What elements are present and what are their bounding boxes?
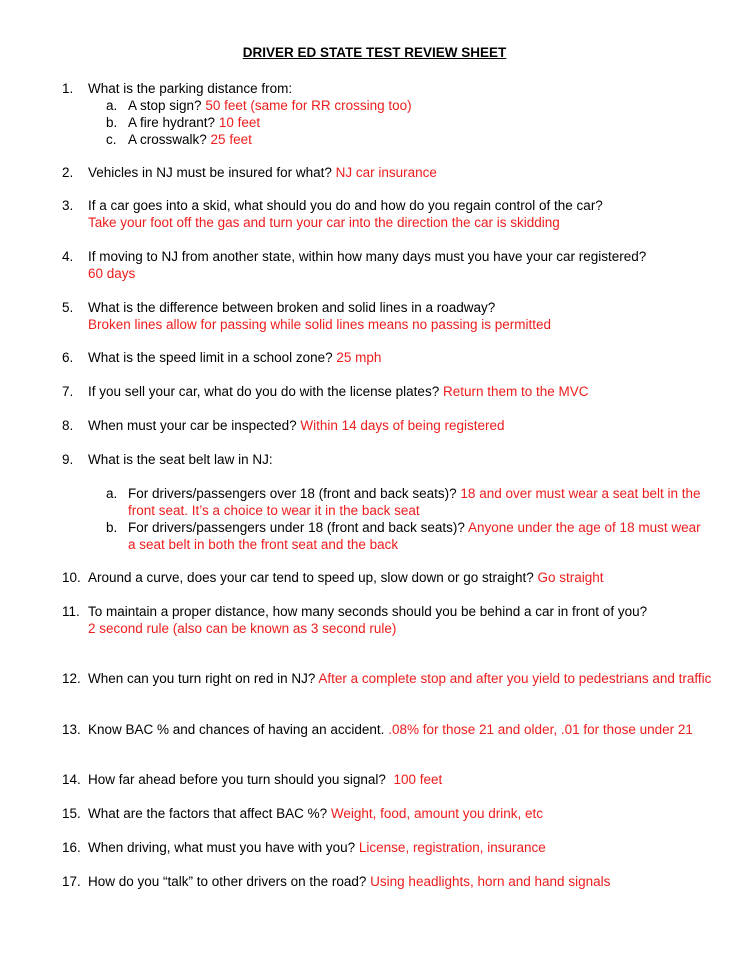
answer-text: Weight, food, amount you drink, etc <box>330 806 544 821</box>
question-text: What is the parking distance from: <box>88 81 293 96</box>
question-1 <box>62 80 712 97</box>
question-number: 1. <box>62 81 74 96</box>
question-text: Know BAC % and chances of having an accident. <box>88 722 385 737</box>
answer-text: 60 days <box>88 266 136 281</box>
question-number: 2. <box>62 165 74 180</box>
question-text: How far ahead before you turn should you signal? <box>88 772 386 787</box>
answer-text: .08% for those 21 and older, .01 for those under 21 <box>388 722 693 737</box>
answer-text: Take your foot off the gas and turn your car into the direction the car is skidding <box>88 215 560 230</box>
subquestion-text: For drivers/passengers over 18 (front and back seats)? <box>128 486 457 501</box>
question-17 <box>62 873 712 890</box>
question-7 <box>62 383 712 400</box>
answer-text: After a complete stop and after you yield to pedestrians and traffic <box>318 671 712 686</box>
answer-text: 18 and over must wear a seat belt in the front seat. It’s a choice to wear it in the back seat <box>128 486 701 518</box>
answer-text: Using headlights, horn and hand signals <box>370 874 611 889</box>
question-text: Vehicles in NJ must be insured for what? <box>88 165 332 180</box>
question-text: If you sell your car, what do you do with the license plates? <box>88 384 440 399</box>
answer-text: 25 mph <box>336 350 382 365</box>
subquestion-1a <box>106 97 706 114</box>
answer-text: 25 feet <box>210 132 252 147</box>
question-6 <box>62 349 712 366</box>
question-number: 12. <box>62 671 81 686</box>
question-number: 14. <box>62 772 81 787</box>
question-13 <box>62 721 712 738</box>
question-text: To maintain a proper distance, how many seconds should you be behind a car in front of you? <box>88 604 648 619</box>
question-text: When must your car be inspected? <box>88 418 297 433</box>
subquestion-letter: b. <box>106 520 118 535</box>
question-10 <box>62 569 712 586</box>
subquestion-text: A crosswalk? <box>128 132 207 147</box>
answer-text: Go straight <box>537 570 604 585</box>
question-14 <box>62 771 712 788</box>
question-number: 5. <box>62 300 74 315</box>
question-text: If moving to NJ from another state, within how many days must you have your car registered? <box>88 249 647 264</box>
answer-text: NJ car insurance <box>335 165 437 180</box>
subquestion-1b <box>106 114 706 131</box>
subquestion-9b <box>106 519 706 553</box>
answer-text: 10 feet <box>218 115 261 130</box>
question-number: 7. <box>62 384 74 399</box>
question-text: Around a curve, does your car tend to speed up, slow down or go straight? <box>88 570 534 585</box>
subquestion-9a <box>106 485 706 519</box>
answer-text: Broken lines allow for passing while solid lines means no passing is permitted <box>88 317 551 332</box>
answer-text: 100 feet <box>393 772 443 787</box>
question-number: 9. <box>62 452 74 467</box>
subquestion-letter: b. <box>106 115 118 130</box>
question-number: 6. <box>62 350 74 365</box>
question-4 <box>62 248 712 282</box>
question-text: What is the seat belt law in NJ: <box>88 452 273 467</box>
question-5 <box>62 299 712 333</box>
subquestion-text: A stop sign? <box>128 98 202 113</box>
question-number: 17. <box>62 874 81 889</box>
answer-text: Anyone under the age of 18 must wear a seat belt in both the front seat and the back <box>128 520 701 552</box>
subquestion-letter: c. <box>106 132 117 147</box>
question-number: 10. <box>62 570 81 585</box>
question-3 <box>62 197 712 231</box>
question-number: 3. <box>62 198 74 213</box>
question-9 <box>62 451 712 468</box>
subquestion-letter: a. <box>106 98 118 113</box>
answer-text: Within 14 days of being registered <box>300 418 505 433</box>
subquestion-text: A fire hydrant? <box>128 115 216 130</box>
answer-text: License, registration, insurance <box>358 840 546 855</box>
page-title: DRIVER ED STATE TEST REVIEW SHEET <box>242 45 507 60</box>
question-2 <box>62 164 712 181</box>
question-text: If a car goes into a skid, what should you do and how do you regain control of the car? <box>88 198 603 213</box>
answer-text: 50 feet (same for RR crossing too) <box>205 98 412 113</box>
question-text: What is the speed limit in a school zone? <box>88 350 333 365</box>
question-text: What is the difference between broken and solid lines in a roadway? <box>88 300 496 315</box>
answer-text: 2 second rule (also can be known as 3 second rule) <box>88 621 397 636</box>
question-number: 4. <box>62 249 74 264</box>
subquestion-text: For drivers/passengers under 18 (front and back seats)? <box>128 520 465 535</box>
subquestion-letter: a. <box>106 486 118 501</box>
question-number: 11. <box>62 604 80 619</box>
question-text: How do you “talk” to other drivers on the road? <box>88 874 367 889</box>
question-text: When driving, what must you have with you? <box>88 840 356 855</box>
question-12 <box>62 670 712 687</box>
question-16 <box>62 839 712 856</box>
question-text: What are the factors that affect BAC %? <box>88 806 328 821</box>
subquestion-1c <box>106 131 706 148</box>
question-number: 15. <box>62 806 81 821</box>
question-number: 16. <box>62 840 81 855</box>
question-15 <box>62 805 712 822</box>
question-number: 13. <box>62 722 81 737</box>
question-text: When can you turn right on red in NJ? <box>88 671 316 686</box>
question-11 <box>62 603 712 637</box>
answer-text: Return them to the MVC <box>442 384 589 399</box>
question-8 <box>62 417 712 434</box>
question-number: 8. <box>62 418 74 433</box>
